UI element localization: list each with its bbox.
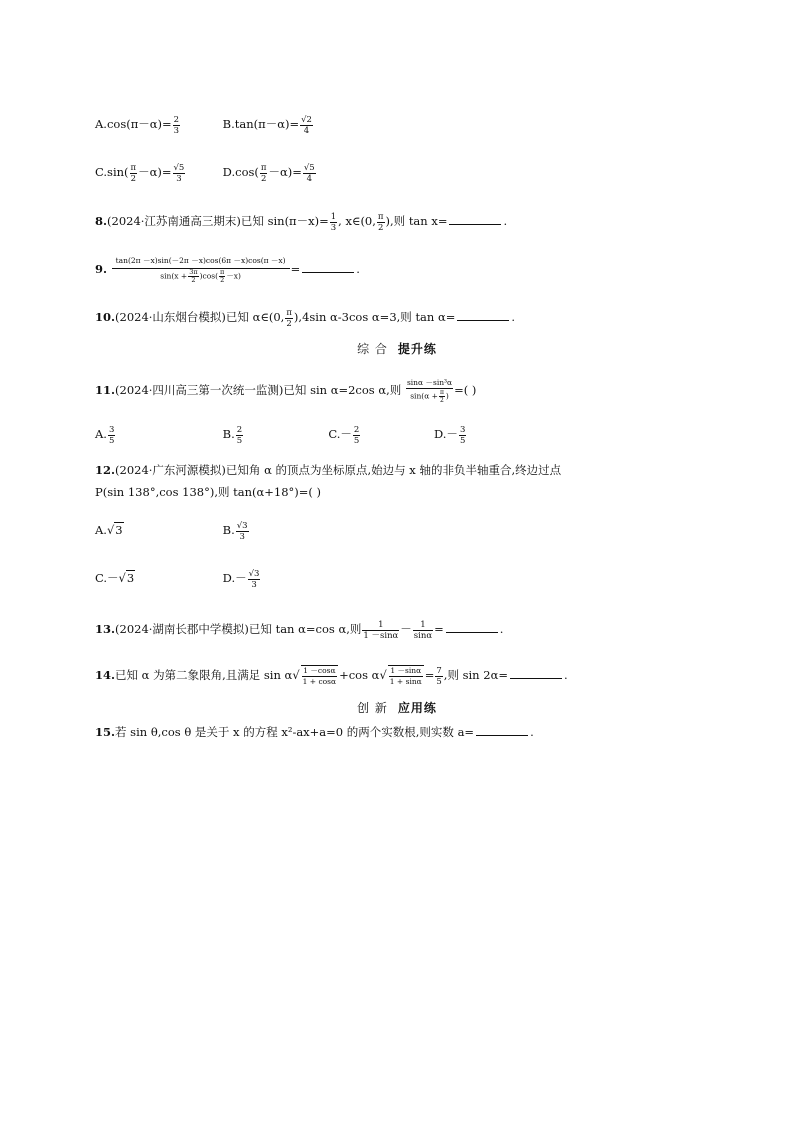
question-number: 12. xyxy=(95,463,116,477)
question-number: 10. xyxy=(95,310,116,324)
numerator: √3 xyxy=(236,520,248,531)
question-number: 8. xyxy=(95,214,108,228)
option-text: sin( xyxy=(107,165,129,179)
question-text: . xyxy=(511,310,516,324)
denominator: 2 xyxy=(130,173,137,184)
question-text: = xyxy=(434,622,444,636)
denominator: 4 xyxy=(306,173,312,184)
fraction xyxy=(173,115,180,136)
question-text: =( ) xyxy=(454,383,477,397)
question-8 xyxy=(95,211,507,233)
numerator: √5 xyxy=(303,162,315,173)
q7-option-a xyxy=(95,114,219,136)
option-label: C.－ xyxy=(95,571,119,585)
denominator: 3 xyxy=(173,125,180,136)
denominator: 2 xyxy=(440,397,444,404)
q12-option-b xyxy=(223,520,250,542)
question-source: (2024·广东河源模拟) xyxy=(115,463,226,477)
question-text: = xyxy=(290,262,301,276)
question-11 xyxy=(95,378,476,404)
fraction xyxy=(188,269,198,284)
answer-blank[interactable] xyxy=(510,666,562,679)
denominator: 3 xyxy=(176,173,182,184)
question-text: . xyxy=(563,668,568,682)
denominator: 5 xyxy=(236,435,243,446)
question-source: (2024·山东烟台模拟) xyxy=(115,310,226,324)
fraction xyxy=(303,163,316,184)
fraction xyxy=(459,425,466,446)
fraction xyxy=(236,521,249,542)
numerator: π xyxy=(439,389,444,396)
question-text: . xyxy=(356,262,360,276)
question-text: 已知 α∈(0, xyxy=(225,310,285,324)
question-text: 若 sin θ,cos θ 是关于 x 的方程 x²-ax+a=0 的两个实数根,则实数 a= xyxy=(115,725,475,739)
denominator: 2 xyxy=(220,276,225,284)
question-15 xyxy=(95,722,534,742)
denominator: 5 xyxy=(108,435,115,446)
question-number: 15. xyxy=(95,725,116,739)
radicand: 3 xyxy=(115,523,123,537)
denominator: 2 xyxy=(260,173,267,184)
section-heading-bold: 应用练 xyxy=(397,701,437,715)
question-13 xyxy=(95,619,503,641)
denominator: sinα xyxy=(413,630,433,641)
option-label: A. xyxy=(95,117,107,131)
fraction xyxy=(173,163,186,184)
section-heading-comprehensive xyxy=(0,340,794,357)
answer-blank[interactable] xyxy=(457,308,509,321)
denominator: 3 xyxy=(251,579,257,590)
question-text: 已知 tan α=cos α,则 xyxy=(248,622,362,636)
fraction xyxy=(236,425,243,446)
fraction xyxy=(353,425,360,446)
q12-options-row-1 xyxy=(95,520,250,542)
denominator: 5 xyxy=(353,435,360,446)
denominator: 5 xyxy=(436,676,442,687)
denominator-text: )cos( xyxy=(199,271,219,281)
fraction xyxy=(435,666,442,687)
q7-options-row-2 xyxy=(95,162,317,184)
fraction xyxy=(406,378,453,404)
denominator: 2 xyxy=(191,276,196,284)
numerator: tan(2π －x)sin(－2π －x)cos(6π －x)cos(π －x) xyxy=(112,256,290,269)
option-label: A. xyxy=(95,427,107,441)
numerator: 1 xyxy=(362,620,399,631)
question-source: (2024·湖南长郡中学模拟) xyxy=(115,622,249,636)
option-text: tan(π－α)= xyxy=(234,117,300,131)
denominator-text: －x) xyxy=(226,271,241,281)
question-9 xyxy=(95,256,360,284)
denominator: 3 xyxy=(330,222,337,233)
numerator: 1 －cosα xyxy=(303,666,336,675)
numerator: 2 xyxy=(353,424,360,435)
question-number: 11. xyxy=(95,383,116,397)
question-text: P(sin 138°,cos 138°),则 tan(α+18°)=( ) xyxy=(95,485,322,499)
question-text: 已知 α 为第二象限角,且满足 sin α xyxy=(115,668,293,682)
numerator: √5 xyxy=(173,162,185,173)
fraction xyxy=(130,163,138,184)
q12-option-a: A.√3 xyxy=(95,523,123,537)
radicand: 3 xyxy=(126,571,135,585)
section-heading-innovation xyxy=(0,699,794,716)
denominator-text: sin(α + xyxy=(410,391,438,401)
q7-option-b xyxy=(223,114,314,136)
denominator xyxy=(112,269,290,284)
q11-option-d xyxy=(434,424,467,446)
denominator: 4 xyxy=(303,125,310,136)
option-label: B. xyxy=(222,523,235,537)
question-text: . xyxy=(503,214,508,228)
question-source: (2024·江苏南通高三期末) xyxy=(107,214,241,228)
q7-options-row-1 xyxy=(95,114,314,136)
option-label: D. xyxy=(222,165,236,179)
question-source: (2024·四川高三第一次统一监测) xyxy=(115,383,284,397)
option-label: C.－ xyxy=(328,427,352,441)
q11-option-b xyxy=(223,424,325,446)
numerator: π xyxy=(220,268,225,276)
q12-option-c: C.－√3 xyxy=(95,571,135,585)
question-text: － xyxy=(400,622,412,636)
question-text: ),4sin α-3cos α=3,则 tan α= xyxy=(293,310,456,324)
numerator: 1 xyxy=(330,211,337,222)
denominator: 1 + cosα xyxy=(302,677,337,686)
q12-options-row-2 xyxy=(95,568,261,590)
option-label: C. xyxy=(95,165,108,179)
denominator-text: ) xyxy=(445,391,449,401)
numerator: sinα －sin³α xyxy=(406,378,453,387)
denominator xyxy=(406,389,453,404)
answer-blank[interactable] xyxy=(446,620,498,633)
numerator: 2 xyxy=(236,424,243,435)
question-text: = xyxy=(424,668,435,682)
fraction xyxy=(330,212,337,233)
numerator: 1 －sinα xyxy=(390,666,422,675)
numerator: 3 xyxy=(108,424,115,435)
numerator: π xyxy=(130,162,137,173)
fraction xyxy=(260,163,268,184)
numerator: 7 xyxy=(436,665,442,676)
fraction xyxy=(219,269,225,284)
question-number: 13. xyxy=(95,622,116,636)
numerator: 2 xyxy=(173,114,180,125)
q12-option-d xyxy=(223,568,262,590)
option-label: D.－ xyxy=(433,427,458,441)
numerator: √3 xyxy=(248,568,260,579)
fraction xyxy=(285,308,293,329)
question-text: +cos α xyxy=(339,668,380,682)
q11-option-c xyxy=(328,424,430,446)
option-text: cos( xyxy=(235,165,259,179)
question-12 xyxy=(95,460,561,480)
section-heading-part: 综 合 xyxy=(357,342,388,356)
question-number: 14. xyxy=(95,668,116,682)
fraction xyxy=(300,115,313,136)
denominator: 3 xyxy=(239,531,245,542)
fraction xyxy=(248,569,261,590)
question-text: 已知 sin α=2cos α,则 xyxy=(283,383,402,397)
answer-blank[interactable] xyxy=(476,723,528,736)
question-text: ,则 sin 2α= xyxy=(443,668,508,682)
numerator: 1 xyxy=(413,620,433,631)
option-label: D.－ xyxy=(222,571,247,585)
numerator: π xyxy=(377,211,384,222)
question-text: ),则 tan x= xyxy=(385,214,448,228)
q7-option-d xyxy=(223,162,317,184)
question-text: . xyxy=(499,622,504,636)
question-14: 14.已知 α 为第二象限角,且满足 sin α√ $\frac{1 -\cos\alpha}{1 + \cos\alpha}$ +cos α√ $\frac{1 -\sin\alpha}{1 + \sin\alpha}$ = $\frac{7}{5}$ ,则 sin 2α= . xyxy=(95,665,568,687)
question-number: 9. xyxy=(95,262,108,276)
option-text: －α)= xyxy=(138,165,172,179)
big-fraction xyxy=(112,256,290,284)
radical-fraction xyxy=(301,665,338,687)
q7-option-c xyxy=(95,162,219,184)
denominator: 2 xyxy=(286,318,292,329)
question-text: . xyxy=(530,725,534,739)
option-label: B. xyxy=(222,427,235,441)
denominator: 2 xyxy=(378,222,384,233)
option-text: －α)= xyxy=(268,165,302,179)
numerator: π xyxy=(286,307,292,318)
numerator: 3π xyxy=(189,268,198,276)
option-label: B. xyxy=(222,117,235,131)
answer-blank[interactable] xyxy=(449,212,501,225)
question-text: 已知 sin(π－x)= xyxy=(240,214,329,228)
numerator: π xyxy=(260,162,267,173)
denominator: 1 + sinα xyxy=(389,677,422,686)
option-label: A. xyxy=(95,523,107,537)
fraction xyxy=(362,620,399,641)
question-text: 已知角 α 的顶点为坐标原点,始边与 x 轴的非负半轴重合,终边过点 xyxy=(225,463,562,477)
fraction xyxy=(108,425,115,446)
q11-option-a xyxy=(95,424,219,446)
section-heading-part: 创 新 xyxy=(357,701,388,715)
denominator: 5 xyxy=(459,435,466,446)
denominator: 1 －sinα xyxy=(363,630,399,641)
question-12-line-2 xyxy=(95,482,321,502)
fraction xyxy=(377,212,385,233)
denominator-text: sin(x + xyxy=(160,271,188,281)
section-heading-bold: 提升练 xyxy=(397,342,437,356)
radical-fraction xyxy=(388,665,424,687)
fraction xyxy=(413,620,433,641)
answer-blank[interactable] xyxy=(302,260,354,273)
fraction xyxy=(439,389,445,404)
numerator: √2 xyxy=(301,114,312,125)
numerator: 3 xyxy=(459,424,466,435)
option-text: cos(π－α)= xyxy=(106,117,172,131)
q11-options xyxy=(95,424,467,446)
question-10 xyxy=(95,307,515,329)
question-text: , x∈(0, xyxy=(338,214,376,228)
